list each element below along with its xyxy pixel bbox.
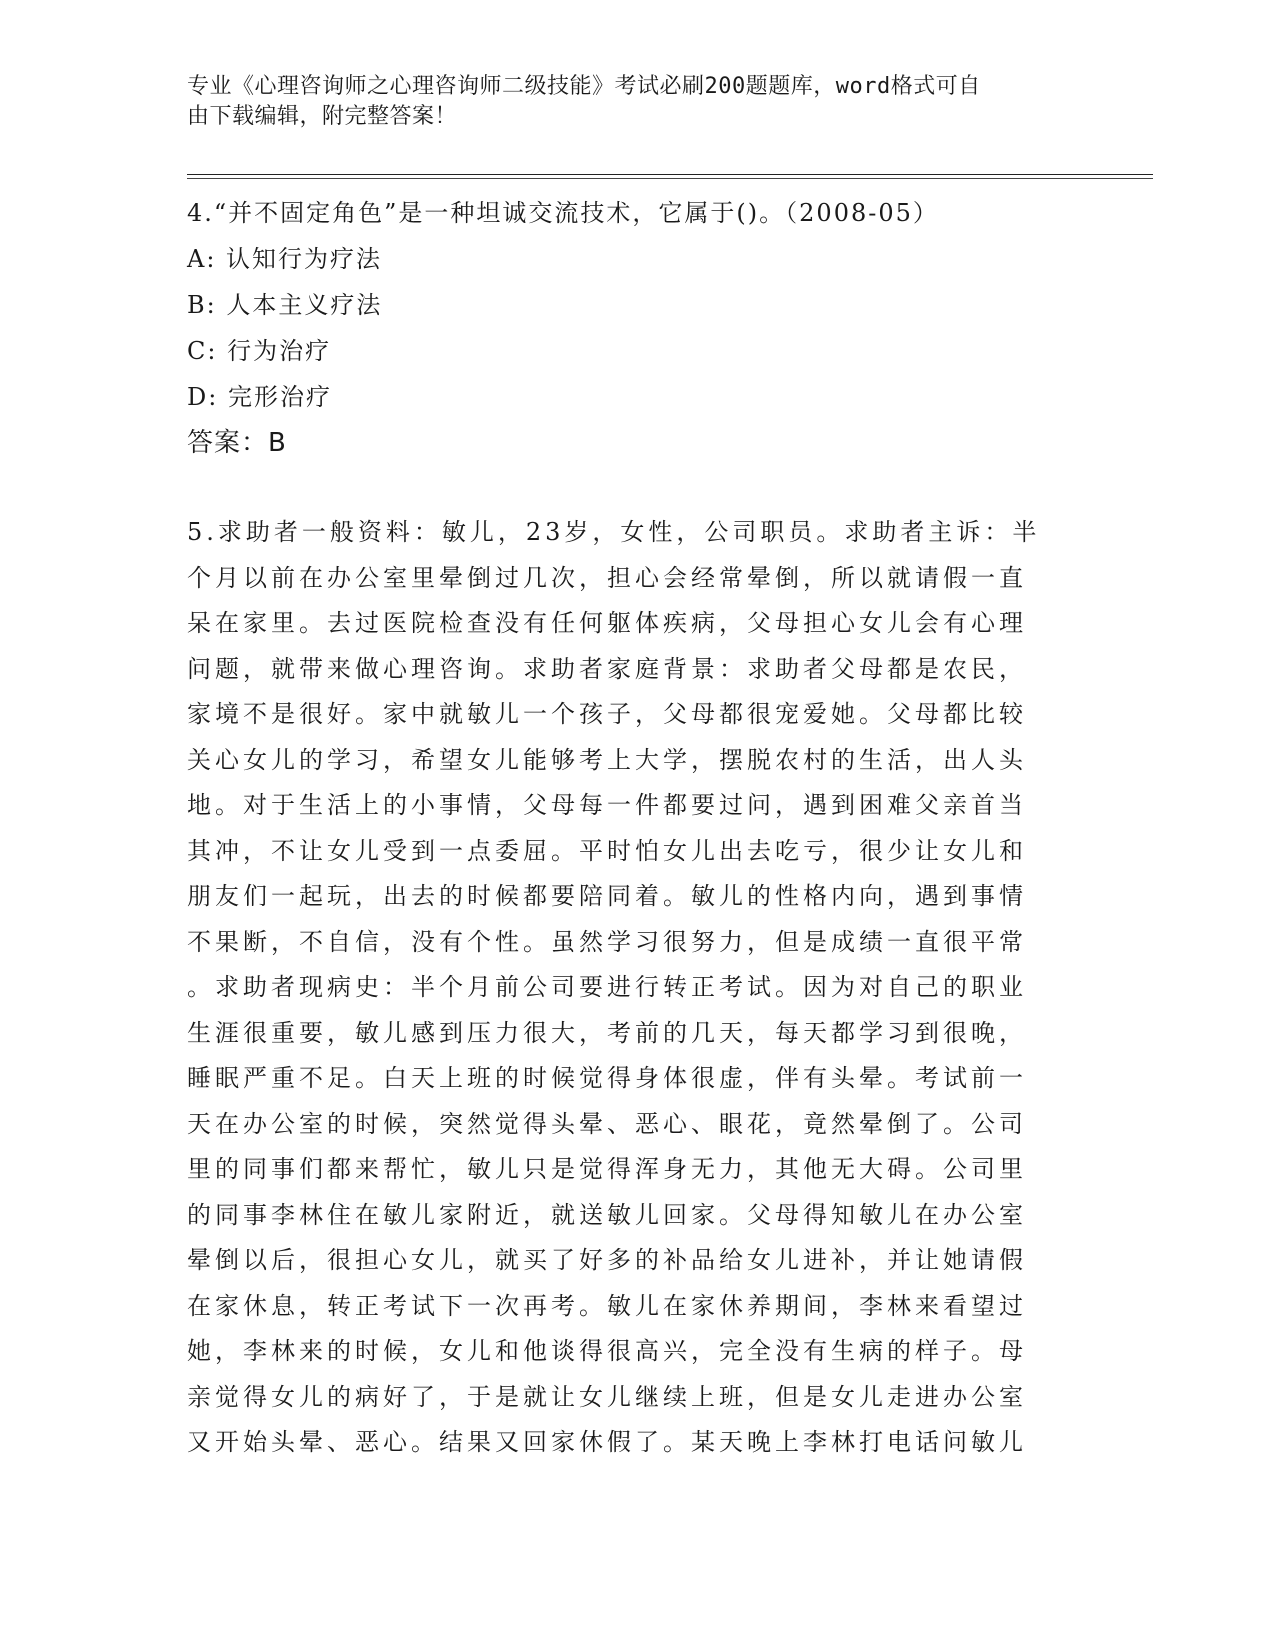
document-header: [187, 72, 1067, 132]
option-a: A: 认知行为疗法: [187, 245, 383, 273]
header-divider-top: [187, 174, 1153, 175]
paragraph-line: 睡眠严重不足。白天上班的时候觉得身体很虚，伴有头晕。考试前一: [187, 1064, 1027, 1092]
paragraph-line: 5.求助者一般资料：敏儿，23岁，女性，公司职员。求助者主诉：半: [187, 518, 1041, 546]
option-c: C: 行为治疗: [187, 337, 332, 365]
question-stem: 4.“并不固定角色”是一种坦诚交流技术，它属于()。（2008-05）: [187, 199, 939, 227]
paragraph-line: 问题，就带来做心理咨询。求助者家庭背景：求助者父母都是农民，: [187, 654, 1027, 683]
paragraph-line: 朋友们一起玩，出去的时候都要陪同着。敏儿的性格内向，遇到事情: [187, 882, 1027, 910]
paragraph-line: 生涯很重要，敏儿感到压力很大，考前的几天，每天都学习到很晚，: [187, 1018, 1027, 1047]
paragraph-line: 晕倒以后，很担心女儿，就买了好多的补品给女儿进补，并让她请假: [187, 1246, 1027, 1274]
paragraph-line: 关心女儿的学习，希望女儿能够考上大学，摆脱农村的生活，出人头: [187, 745, 1027, 774]
question-5: [187, 510, 1067, 1466]
paragraph-line: 亲觉得女儿的病好了，于是就让女儿继续上班，但是女儿走进办公室: [187, 1382, 1027, 1411]
answer-label: 答案：B: [187, 428, 287, 458]
paragraph-line: 个月以前在办公室里晕倒过几次，担心会经常晕倒，所以就请假一直: [187, 563, 1027, 592]
paragraph-line: 其冲，不让女儿受到一点委屈。平时怕女儿出去吃亏，很少让女儿和: [187, 836, 1027, 865]
paragraph-line: 在家休息，转正考试下一次再考。敏儿在家休养期间，李林来看望过: [187, 1291, 1027, 1320]
option-b: B: 人本主义疗法: [187, 291, 383, 319]
question-4: [187, 190, 1087, 466]
header-line-1: 专业《心理咨询师之心理咨询师二级技能》考试必刷200题题库，word格式可自: [187, 74, 981, 99]
option-d: D: 完形治疗: [187, 383, 332, 411]
paragraph-line: 地。对于生活上的小事情，父母每一件都要过问，遇到困难父亲首当: [187, 791, 1027, 819]
paragraph-line: 呆在家里。去过医院检查没有任何躯体疾病，父母担心女儿会有心理: [187, 609, 1027, 637]
paragraph-line: 又开始头晕、恶心。结果又回家休假了。某天晚上李林打电话问敏儿: [187, 1428, 1027, 1456]
paragraph-line: 的同事李林住在敏儿家附近，就送敏儿回家。父母得知敏儿在办公室: [187, 1200, 1027, 1229]
paragraph-line: 里的同事们都来帮忙，敏儿只是觉得浑身无力，其他无大碍。公司里: [187, 1155, 1027, 1183]
paragraph-line: 。求助者现病史：半个月前公司要进行转正考试。因为对自己的职业: [187, 973, 1027, 1001]
header-line-2: 由下载编辑，附完整答案！: [187, 104, 458, 129]
paragraph-line: 天在办公室的时候，突然觉得头晕、恶心、眼花，竟然晕倒了。公司: [187, 1109, 1027, 1138]
header-divider-bottom: [187, 178, 1153, 179]
paragraph-line: 她，李林来的时候，女儿和他谈得很高兴，完全没有生病的样子。母: [187, 1337, 1027, 1365]
paragraph-line: 不果断，不自信，没有个性。虽然学习很努力，但是成绩一直很平常: [187, 927, 1027, 956]
paragraph-line: 家境不是很好。家中就敏儿一个孩子，父母都很宠爱她。父母都比较: [187, 700, 1027, 728]
